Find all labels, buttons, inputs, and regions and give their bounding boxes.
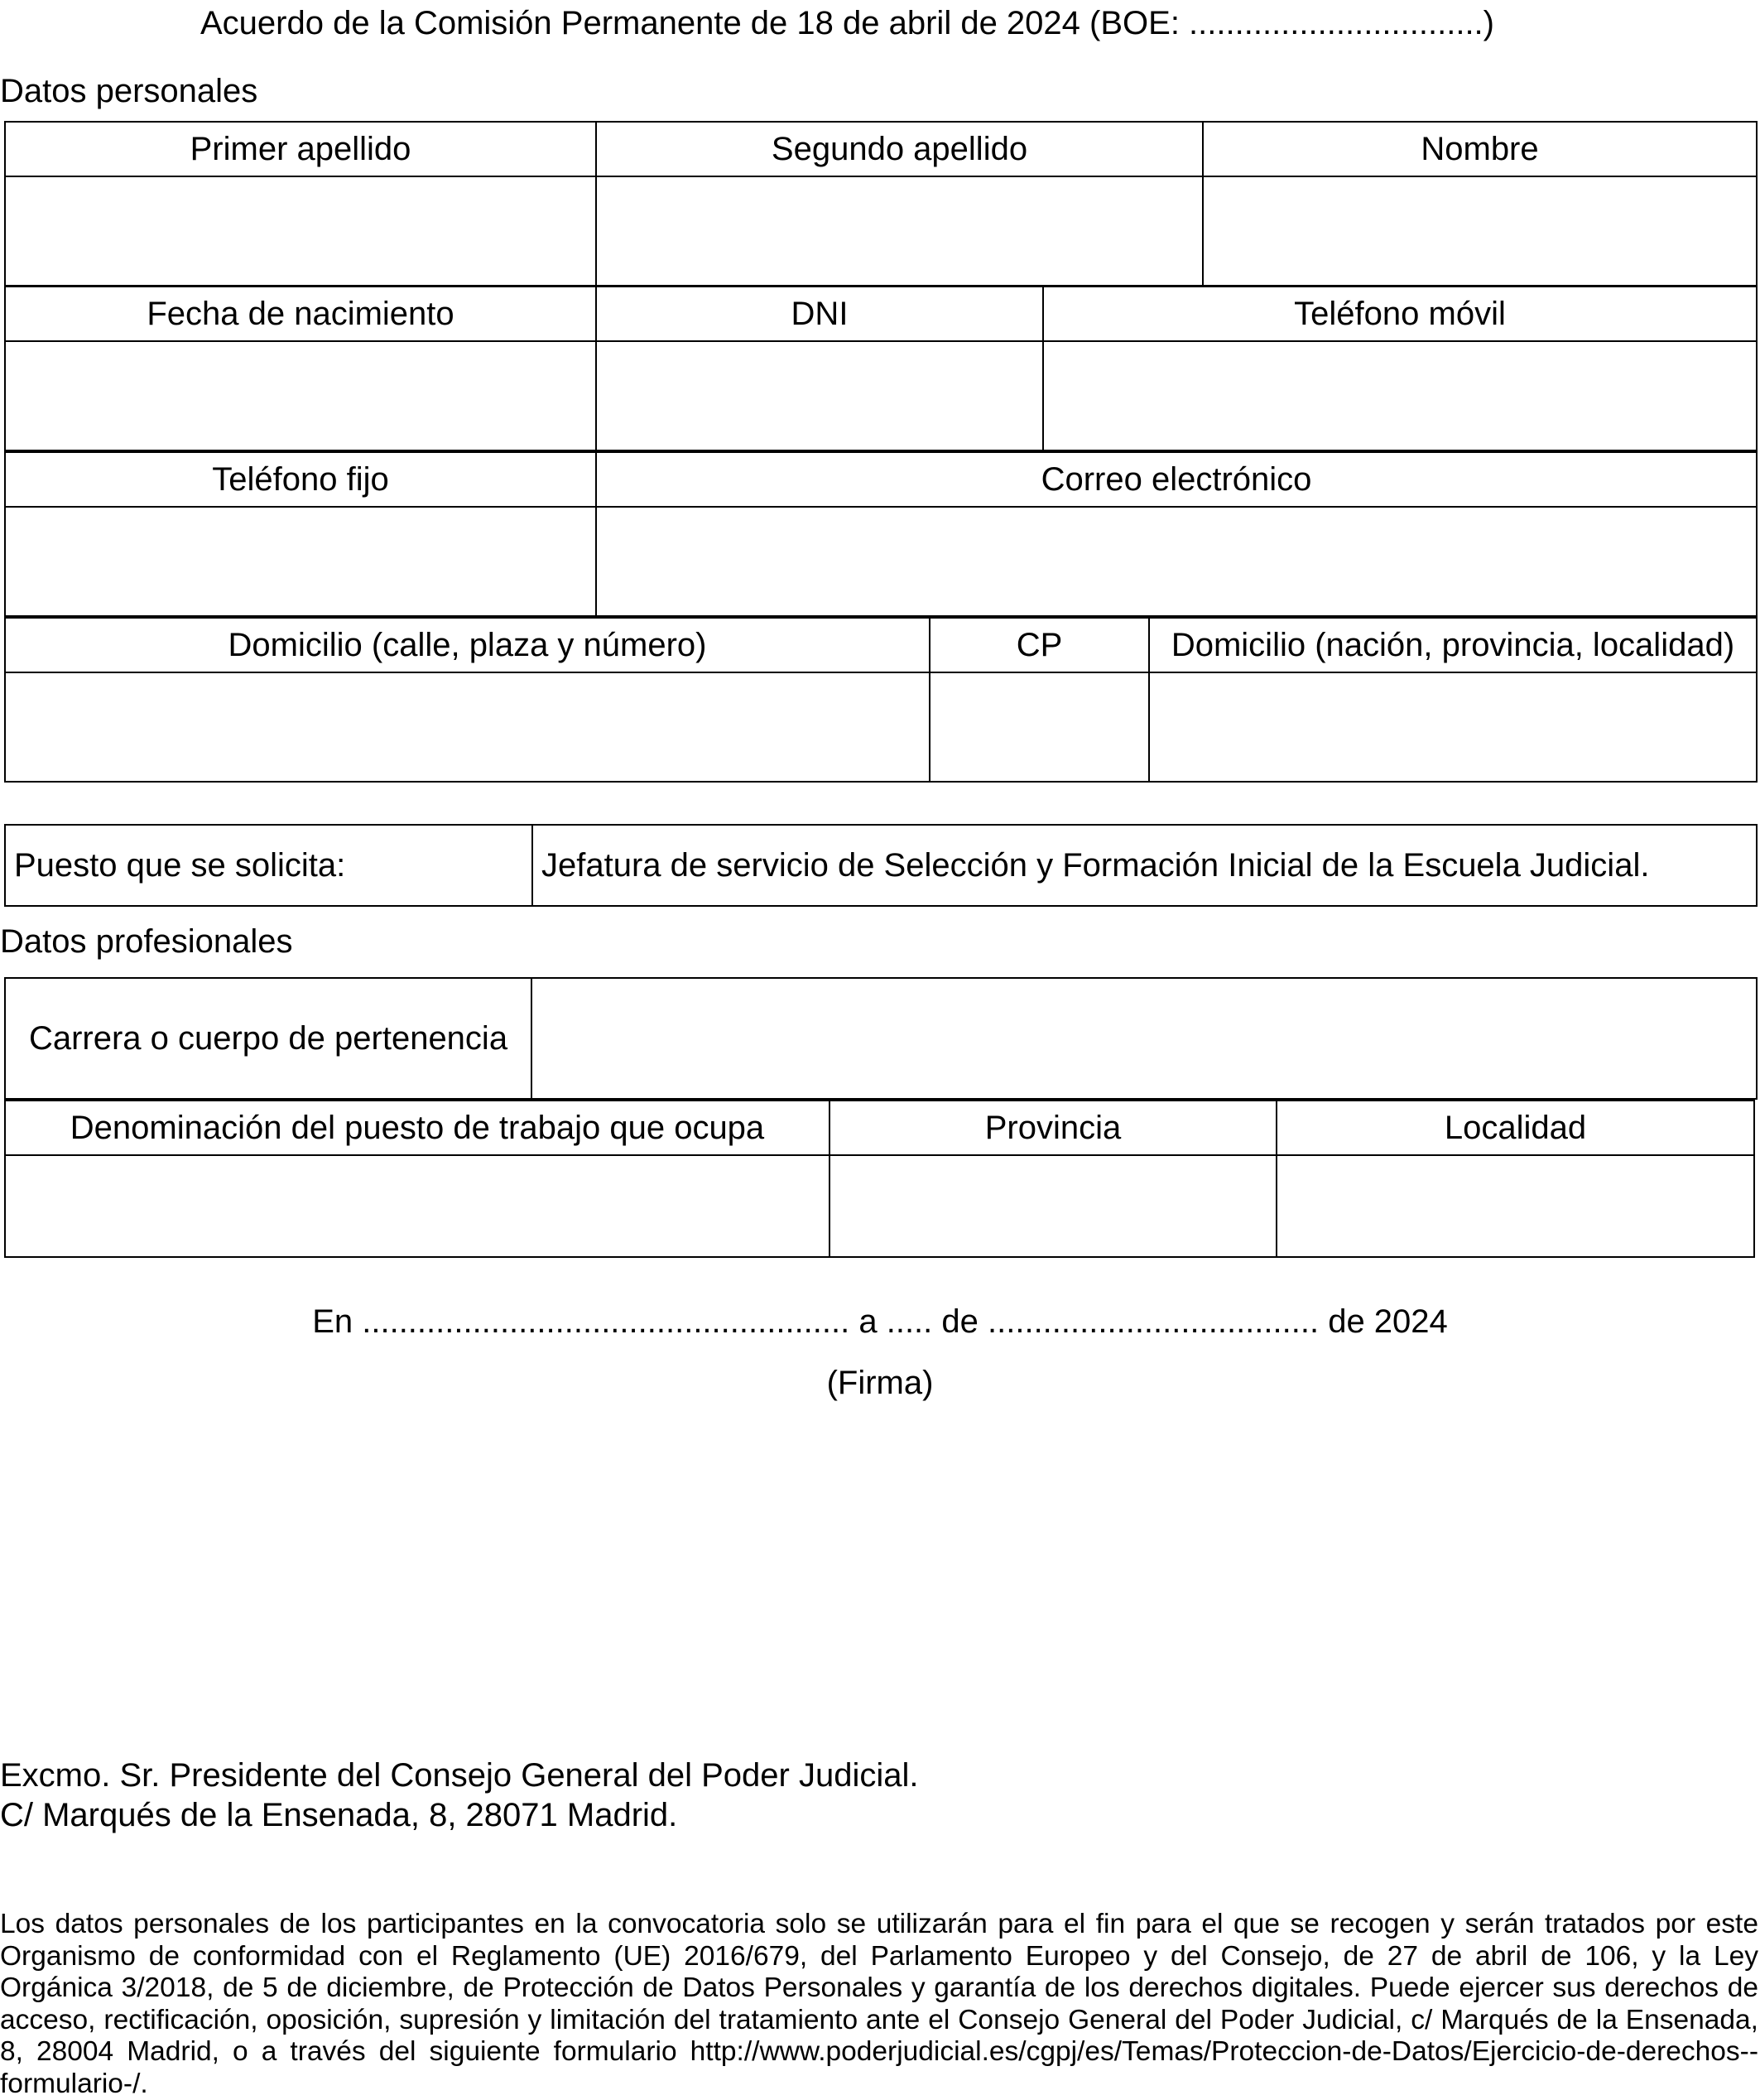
denominacion-label: Denominación del puesto de trabajo que ocupa xyxy=(5,1101,830,1155)
fecha-nacimiento-field[interactable] xyxy=(5,341,596,450)
puesto-table xyxy=(4,824,1758,907)
carrera-label: Carrera o cuerpo de pertenencia xyxy=(5,978,531,1099)
primer-apellido-label: Primer apellido xyxy=(5,122,596,176)
personal-id-table xyxy=(4,286,1758,451)
nombre-label: Nombre xyxy=(1203,122,1757,176)
primer-apellido-field[interactable] xyxy=(5,176,596,286)
correo-field[interactable] xyxy=(596,507,1757,616)
dni-label: DNI xyxy=(596,287,1043,341)
privacy-note: Los datos personales de los participantes en la convocatoria solo se utilizarán para el fin para el que se recogen y serán tratados por este Organismo de conformidad con el Reglamento (UE) 2016/679, del Parlamento Europeo y del Consejo, de 27 de abril de 106, y la Ley Orgánica 3/2018, de 5 de diciembre, de Protección de Datos Personales y garantía de los derechos digitales. Puede ejercer sus derechos de acceso, rectificación, oposición, supresión y limitación del tratamiento ante el Consejo General del Poder Judicial, c/ Marqués de la Ensenada, 8, 28004 Madrid, o a través del siguiente formulario http://www.poderjudicial.es/cgpj/es/Temas/Proteccion-de-Datos/Ejercicio-de-derechos--formulario-/. xyxy=(0,1909,1758,2099)
puesto-label: Puesto que se solicita: xyxy=(5,825,532,906)
personal-contact-table xyxy=(4,451,1758,617)
domicilio-nacion-field[interactable] xyxy=(1149,672,1757,782)
place-date-line: En ..................................................... a ..... de .................................... de 2024 xyxy=(312,1303,1448,1340)
segundo-apellido-field[interactable] xyxy=(596,176,1203,286)
section-title-personal: Datos personales xyxy=(0,73,258,109)
dni-field[interactable] xyxy=(596,341,1043,450)
fecha-nacimiento-label: Fecha de nacimiento xyxy=(5,287,596,341)
telefono-movil-field[interactable] xyxy=(1043,341,1757,450)
domicilio-nacion-label: Domicilio (nación, provincia, localidad) xyxy=(1149,618,1757,672)
telefono-fijo-label: Teléfono fijo xyxy=(5,452,596,507)
cp-field[interactable] xyxy=(930,672,1149,782)
localidad-label: Localidad xyxy=(1277,1101,1754,1155)
carrera-table xyxy=(4,977,1758,1100)
telefono-fijo-field[interactable] xyxy=(5,507,596,616)
provincia-field[interactable] xyxy=(830,1155,1277,1257)
correo-label: Correo electrónico xyxy=(596,452,1757,507)
nombre-field[interactable] xyxy=(1203,176,1757,286)
provincia-label: Provincia xyxy=(830,1101,1277,1155)
localidad-field[interactable] xyxy=(1277,1155,1754,1257)
segundo-apellido-label: Segundo apellido xyxy=(596,122,1203,176)
carrera-field[interactable] xyxy=(531,978,1757,1099)
cp-label: CP xyxy=(930,618,1149,672)
telefono-movil-label: Teléfono móvil xyxy=(1043,287,1757,341)
puesto-value: Jefatura de servicio de Selección y Formación Inicial de la Escuela Judicial. xyxy=(532,825,1757,906)
addressee-line-1: Excmo. Sr. Presidente del Consejo General del Poder Judicial. xyxy=(0,1757,919,1794)
personal-names-table xyxy=(4,121,1758,287)
section-title-profesional: Datos profesionales xyxy=(0,923,293,960)
domicilio-calle-field[interactable] xyxy=(5,672,930,782)
firma-label: (Firma) xyxy=(826,1365,934,1401)
document-title: Acuerdo de la Comisión Permanente de 18 de abril de 2024 (BOE: ................................) xyxy=(200,5,1494,41)
denominacion-field[interactable] xyxy=(5,1155,830,1257)
personal-address-table xyxy=(4,617,1758,783)
puesto-actual-table xyxy=(4,1100,1755,1258)
addressee-line-2: C/ Marqués de la Ensenada, 8, 28071 Madrid. xyxy=(0,1797,678,1833)
domicilio-calle-label: Domicilio (calle, plaza y número) xyxy=(5,618,930,672)
